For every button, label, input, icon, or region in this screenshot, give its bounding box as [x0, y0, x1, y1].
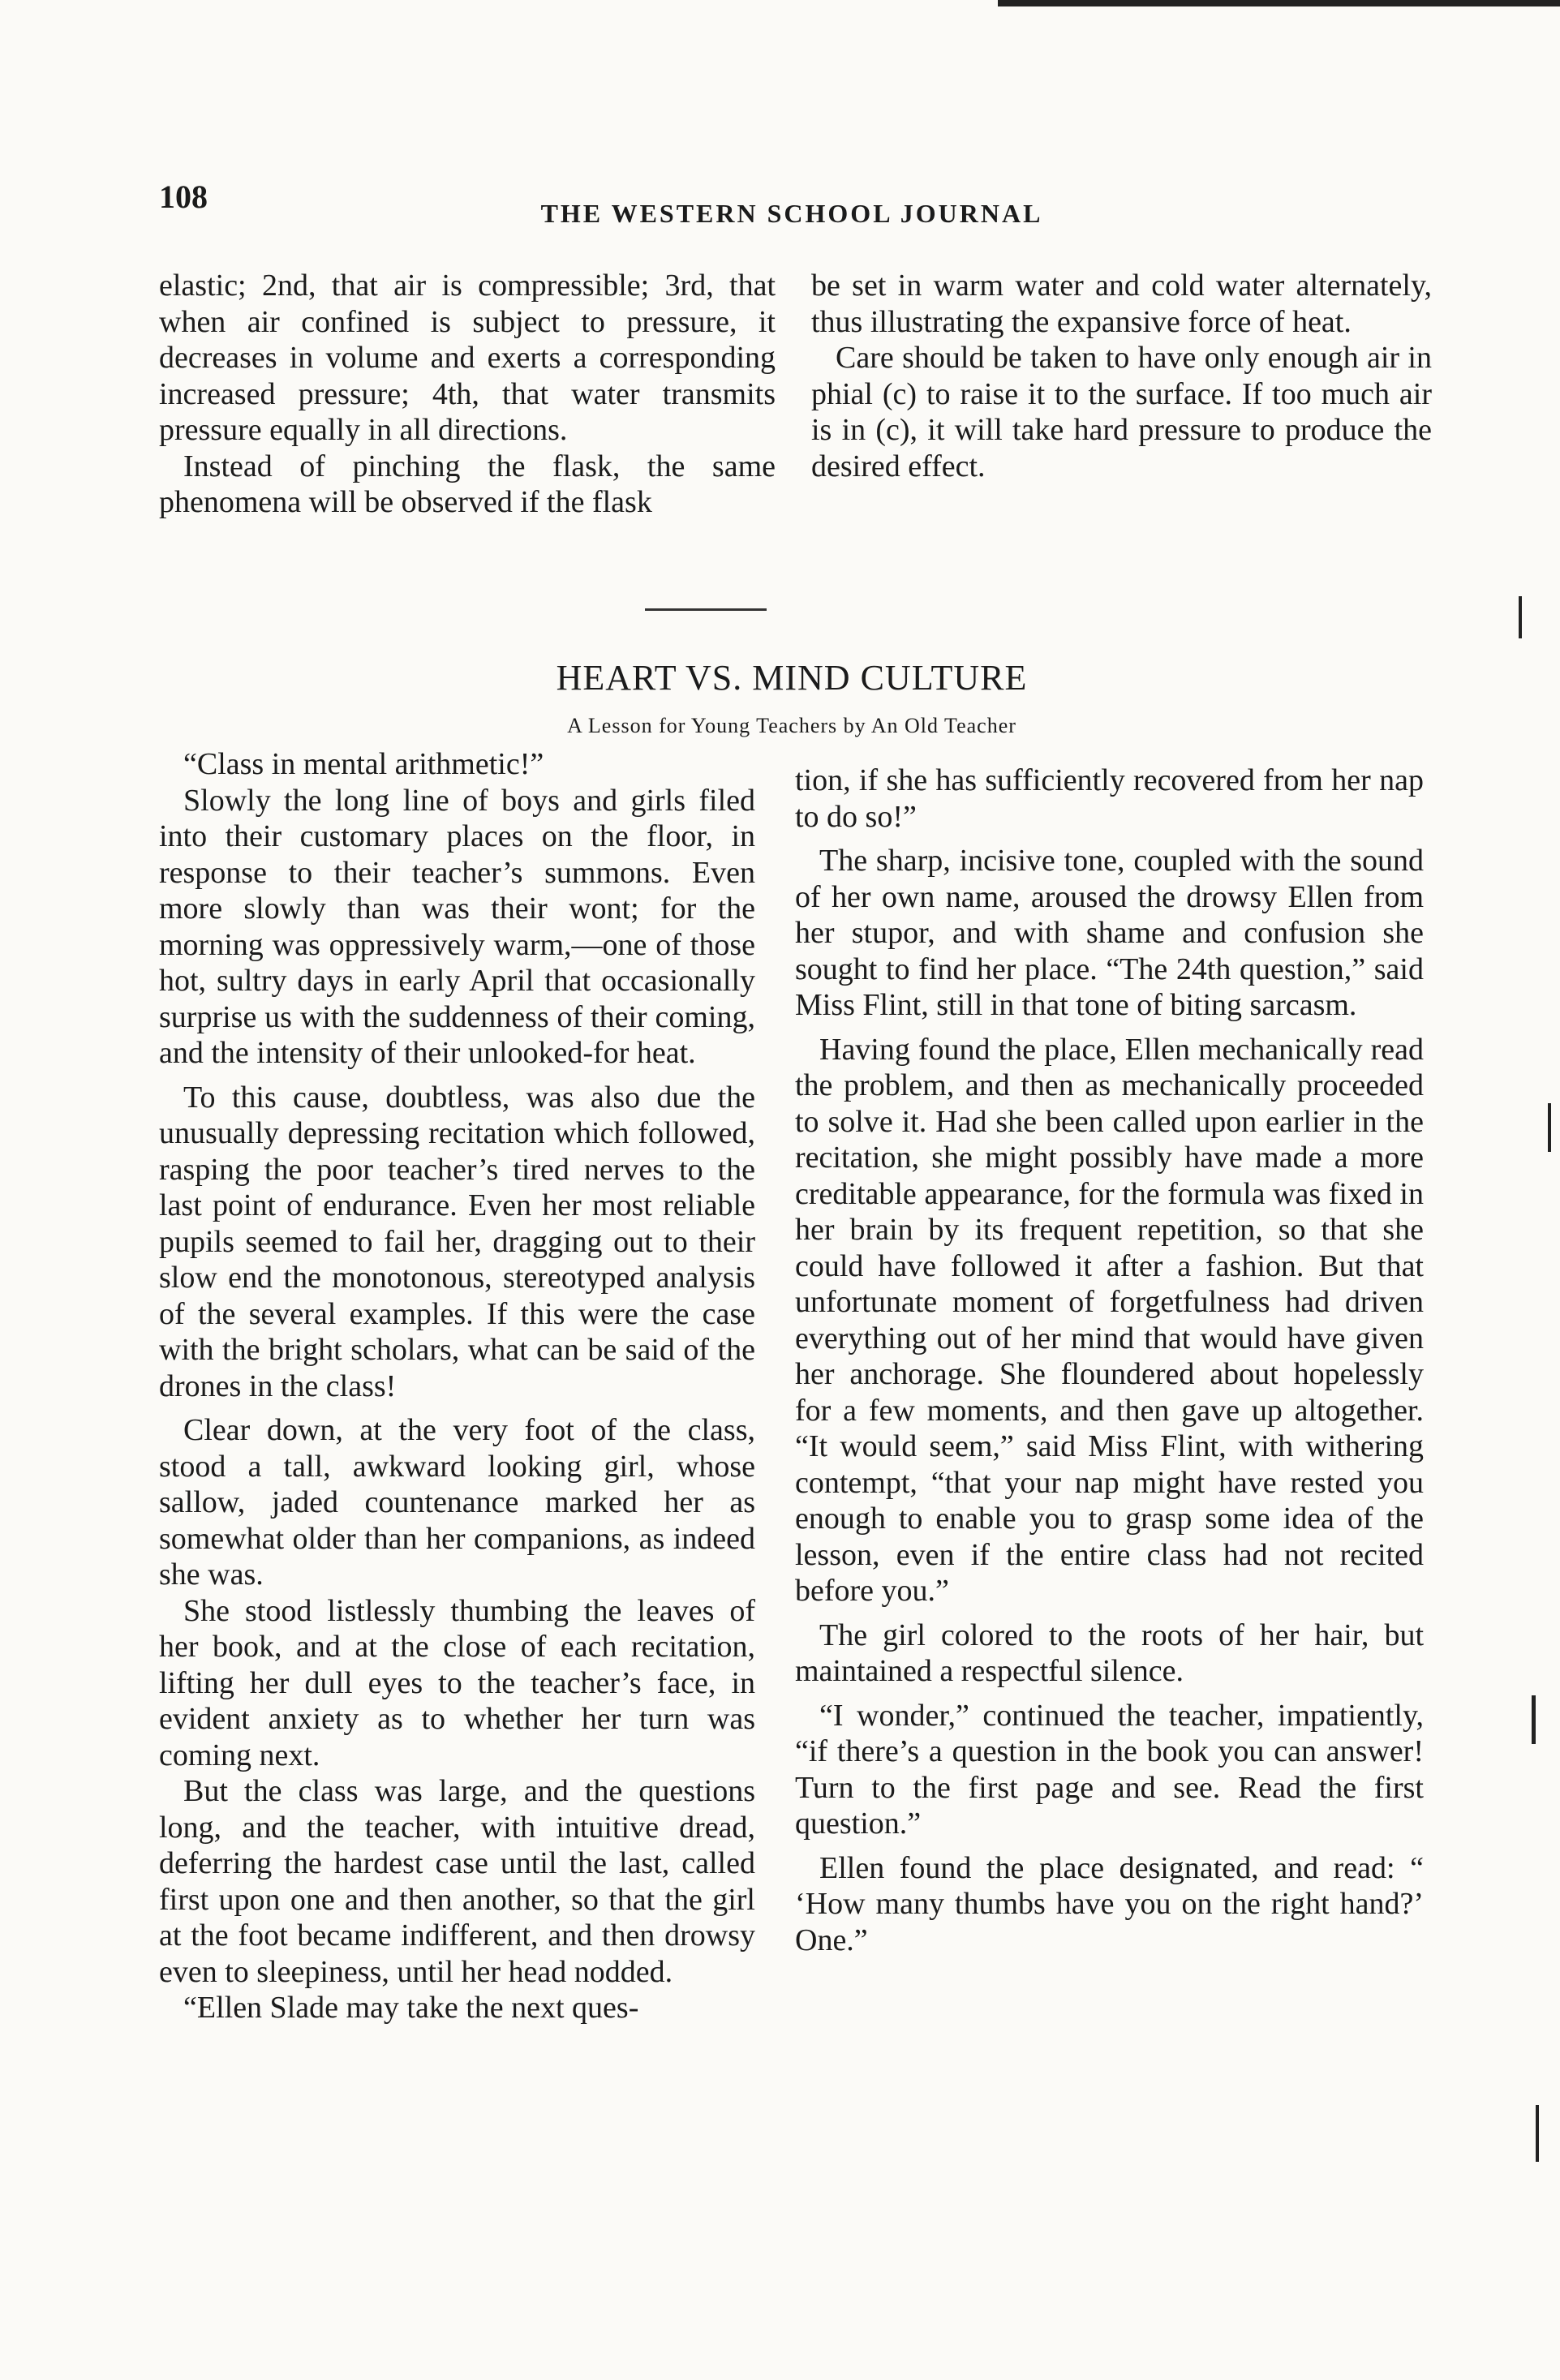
paragraph: elastic; 2nd, that air is compressible; 3rd, that when air confined is subject to pressure, it decreases in volume and exerts a corresponding increased pressure; 4th, that water transmits pressure equally in all directions.	[159, 269, 776, 447]
paragraph: tion, if she has sufficiently recovered from her nap to do so!”	[795, 763, 1424, 834]
article-subtitle: A Lesson for Young Teachers by An Old Teacher	[567, 714, 1016, 737]
paragraph: Ellen found the place designated, and read: “ ‘How many thumbs have you on the right hand?’ One.”	[795, 1850, 1424, 1957]
article-right-column	[795, 763, 1424, 1958]
paragraph: “Class in mental arithmetic!”	[183, 747, 544, 781]
article-left-column	[159, 746, 755, 2026]
paragraph: Instead of pinching the flask, the same phenomena will be observed if the flask	[159, 449, 776, 519]
paragraph: Clear down, at the very foot of the class, stood a tall, awkward looking girl, whose sallow, jaded countenance marked her as somewhat older than her companions, as indeed she was.	[159, 1413, 755, 1592]
paragraph: She stood listlessly thumbing the leaves of her book, and at the close of each recitation, lifting her dull eyes to the teacher’s face, in evident anxiety as to whether her turn was coming next.	[159, 1593, 755, 1772]
running-title: THE WESTERN SCHOOL JOURNAL	[540, 199, 1043, 228]
paragraph: “I wonder,” continued the teacher, impatiently, “if there’s a question in the book you can answer! Turn to the first page and see. Read the first question.”	[795, 1698, 1424, 1841]
scan-margin-mark	[1536, 2105, 1539, 2162]
paragraph: To this cause, doubtless, was also due the unusually depressing recitation which followed, rasping the poor teacher’s tired nerves to the last point of endurance. Even her most reliable pupils seemed to fail her, dragging out to their slow end the monotonous, stereotyped analysis of the several examples. If this were the case with the bright scholars, what can be said of the drones in the class!	[159, 1080, 755, 1403]
scan-margin-mark	[1519, 596, 1522, 638]
paragraph: The sharp, incisive tone, coupled with the sound of her own name, aroused the drowsy Ellen from her stupor, and with shame and confusion she sought to find her place. “The 24th question,” said Miss Flint, still in that tone of biting sarcasm.	[795, 844, 1424, 1022]
paragraph: Having found the place, Ellen mechanically read the problem, and then as mechanically proceeded to solve it. Had she been called upon earlier in the recitation, she might possibly have made a more creditable appearance, for the formula was fixed in her brain by its frequent repetition, so that she could have followed it after a fashion. But that unfortunate moment of forgetfulness had driven everything out of her mind that would have given her anchorage. She floundered about hopelessly for a few moments, and then gave up altogether. “It would seem,” said Miss Flint, with withering contempt, “that your nap might have rested you enough to enable you to grasp some idea of the lesson, even if the entire class had not recited before you.”	[795, 1032, 1424, 1608]
paragraph: The girl colored to the roots of her hair, but maintained a respectful silence.	[795, 1617, 1424, 1688]
paragraph: Care should be taken to have only enough air in phial (c) to raise it to the surface. If too much air is in (c), it will take hard pressure to produce the desired effect.	[811, 341, 1432, 483]
paragraph: Slowly the long line of boys and girls filed into their customary places on the floor, in response to their teacher’s summons. Even more slowly than was their wont; for the morning was oppressively warm,—one of those hot, sultry days in early April that occasionally surprise us with the suddenness of their coming, and the intensity of their unlooked-for heat.	[159, 783, 755, 1070]
article-title: HEART VS. MIND CULTURE	[556, 658, 1028, 698]
section-divider	[645, 608, 767, 611]
scan-edge-line	[998, 0, 1560, 6]
page-header	[159, 174, 1425, 231]
page-number: 108	[159, 178, 208, 215]
paragraph: But the class was large, and the questions long, and the teacher, with intuitive dread, deferring the hardest case until the last, called first upon one and then another, so that the girl at the foot became indifferent, and then drowsy even to sleepiness, until her head nodded.	[159, 1774, 755, 1989]
scan-margin-mark	[1532, 1695, 1536, 1744]
scan-margin-mark	[1548, 1103, 1551, 1152]
paragraph: be set in warm water and cold water alternately, thus illustrating the expansive force of heat.	[811, 269, 1432, 339]
continued-article-right-column	[811, 268, 1432, 484]
paragraph: “Ellen Slade may take the next ques-	[183, 1991, 639, 2025]
continued-article-left-column	[159, 268, 776, 521]
